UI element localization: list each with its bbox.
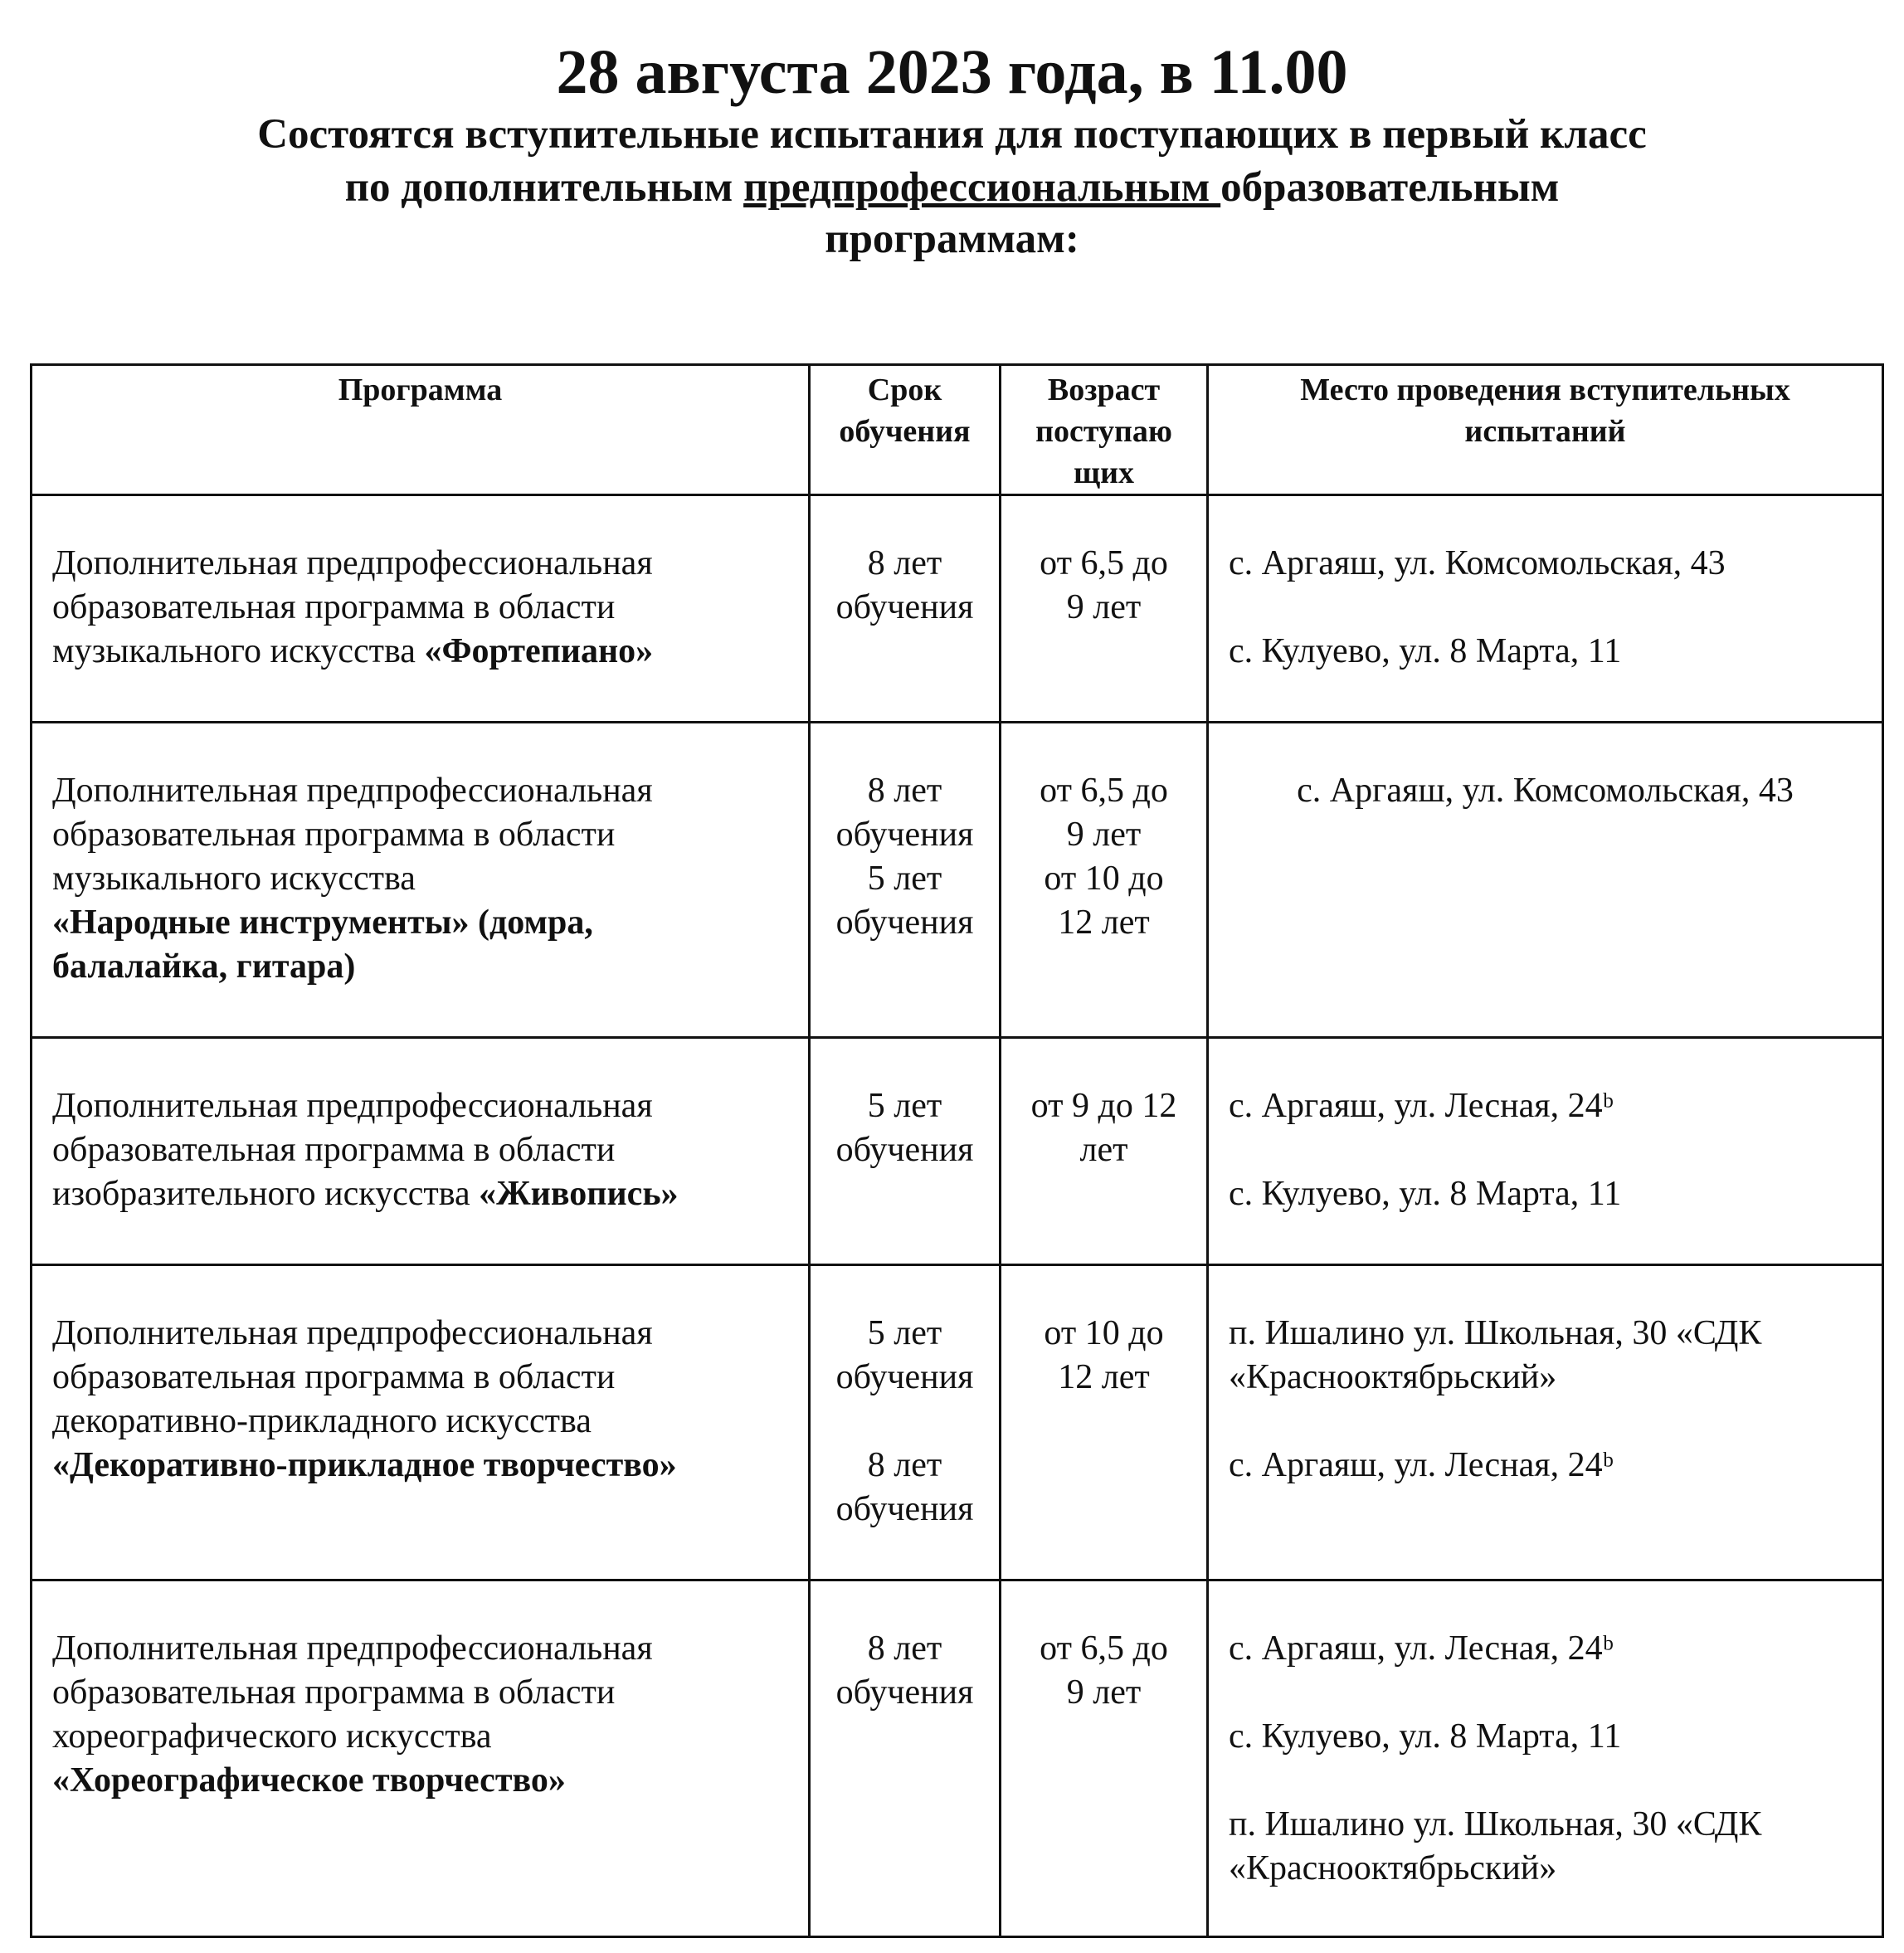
age-text: 9 лет xyxy=(1066,588,1142,626)
program-text: музыкального искусства xyxy=(52,632,425,670)
program-text: музыкального искусства xyxy=(52,860,416,898)
program-name: «Хореографическое творчество» xyxy=(52,1761,566,1800)
term-text: 8 лет xyxy=(867,1446,942,1484)
program-text: образовательная программа в области xyxy=(52,816,616,854)
program-name: балалайка, гитара) xyxy=(52,947,356,986)
age-text: 12 лет xyxy=(1058,903,1150,942)
place-text: с. Аргаяш, ул. Лесная, 24ᵇ xyxy=(1229,1629,1614,1668)
program-text: Дополнительная предпрофессиональная xyxy=(52,1629,653,1668)
header-term-text: обучения xyxy=(839,414,971,449)
subtitle-line-1: Состоятся вступительные испытания для поступающих в первый класс xyxy=(257,111,1647,158)
age-text: от 9 до 12 xyxy=(1030,1087,1177,1125)
program-name: «Живопись» xyxy=(479,1175,679,1213)
place-text: с. Кулуево, ул. 8 Марта, 11 xyxy=(1229,632,1622,670)
header-age-text: Возраст xyxy=(1047,373,1161,407)
term-cell xyxy=(810,1265,1001,1580)
term-text: 5 лет xyxy=(867,1087,942,1125)
program-text: Дополнительная предпрофессиональная xyxy=(52,772,653,810)
place-text: «Краснооктябрьский» xyxy=(1229,1849,1557,1887)
program-text: образовательная программа в области xyxy=(52,588,616,626)
place-text: с. Аргаяш, ул. Комсомольская, 43 xyxy=(1229,544,1726,582)
place-text: с. Кулуево, ул. 8 Марта, 11 xyxy=(1229,1175,1622,1213)
program-name: «Декоративно-прикладное творчество» xyxy=(52,1446,677,1484)
table-row xyxy=(32,723,1883,1038)
header-program-text: Программа xyxy=(338,373,503,407)
term-text: обучения xyxy=(835,1673,974,1712)
subtitle-line-3: программам: xyxy=(825,216,1079,262)
table-row xyxy=(32,1038,1883,1265)
term-cell xyxy=(810,495,1001,723)
term-text: 8 лет xyxy=(867,772,942,810)
term-text: 8 лет xyxy=(867,1629,942,1668)
header-place-text: испытаний xyxy=(1464,414,1626,449)
term-text: обучения xyxy=(835,588,974,626)
place-cell xyxy=(1208,1580,1883,1937)
place-text: с. Кулуево, ул. 8 Марта, 11 xyxy=(1229,1717,1622,1756)
table-header-row xyxy=(32,365,1883,495)
term-text: обучения xyxy=(835,1131,974,1169)
table-row xyxy=(32,495,1883,723)
program-cell xyxy=(32,495,810,723)
place-cell xyxy=(1208,495,1883,723)
age-text: 9 лет xyxy=(1066,1673,1142,1712)
age-text: от 6,5 до xyxy=(1040,772,1168,810)
term-cell xyxy=(810,723,1001,1038)
age-text: 12 лет xyxy=(1058,1358,1150,1396)
program-text: образовательная программа в области xyxy=(52,1673,616,1712)
program-name: «Народные инструменты» (домра, xyxy=(52,903,593,942)
subtitle-text: образовательным xyxy=(1220,164,1560,211)
age-text: от 6,5 до xyxy=(1040,544,1168,582)
place-text: п. Ишалино ул. Школьная, 30 «СДК xyxy=(1229,1314,1762,1352)
header-place-text: Место проведения вступительных xyxy=(1300,373,1790,407)
place-cell xyxy=(1208,723,1883,1038)
place-text: «Краснооктябрьский» xyxy=(1229,1358,1557,1396)
age-cell xyxy=(1001,1265,1208,1580)
program-text: образовательная программа в области xyxy=(52,1358,616,1396)
program-text: Дополнительная предпрофессиональная xyxy=(52,544,653,582)
program-cell xyxy=(32,1580,810,1937)
age-text: лет xyxy=(1079,1131,1128,1169)
age-text: 9 лет xyxy=(1066,816,1142,854)
program-text: Дополнительная предпрофессиональная xyxy=(52,1314,653,1352)
program-text: декоративно-прикладного искусства xyxy=(52,1402,592,1440)
term-text: 5 лет xyxy=(867,860,942,898)
place-cell xyxy=(1208,1038,1883,1265)
program-name: «Фортепиано» xyxy=(424,632,654,670)
header-age-text: щих xyxy=(1074,455,1134,490)
header-age-text: поступаю xyxy=(1035,414,1172,449)
subtitle-text: по дополнительным xyxy=(344,164,744,211)
program-cell xyxy=(32,723,810,1038)
age-text: от 6,5 до xyxy=(1040,1629,1168,1668)
age-text: от 10 до xyxy=(1044,1314,1164,1352)
place-text: с. Аргаяш, ул. Лесная, 24ᵇ xyxy=(1229,1446,1614,1484)
term-text: обучения xyxy=(835,903,974,942)
subtitle-underlined-word: предпрофессиональным xyxy=(743,164,1221,211)
age-cell xyxy=(1001,1580,1208,1937)
term-cell xyxy=(810,1038,1001,1265)
program-text: Дополнительная предпрофессиональная xyxy=(52,1087,653,1125)
age-cell xyxy=(1001,723,1208,1038)
header-term xyxy=(810,365,1001,495)
table-row xyxy=(32,1580,1883,1937)
program-text: хореографического искусства xyxy=(52,1717,492,1756)
age-cell xyxy=(1001,1038,1208,1265)
term-text: 8 лет xyxy=(867,544,942,582)
term-text: обучения xyxy=(835,816,974,854)
term-text: 5 лет xyxy=(867,1314,942,1352)
subtitle-line-2 xyxy=(0,163,1904,212)
program-text: изобразительного искусства xyxy=(52,1175,480,1213)
place-text: с. Аргаяш, ул. Лесная, 24ᵇ xyxy=(1229,1087,1614,1125)
header-term-text: Срок xyxy=(867,373,942,407)
place-cell xyxy=(1208,1265,1883,1580)
admission-table xyxy=(30,363,1884,1938)
header-place xyxy=(1208,365,1883,495)
term-text: обучения xyxy=(835,1358,974,1396)
age-cell xyxy=(1001,495,1208,723)
header-age xyxy=(1001,365,1208,495)
table-row xyxy=(32,1265,1883,1580)
place-text: с. Аргаяш, ул. Комсомольская, 43 xyxy=(1297,772,1794,810)
age-text: от 10 до xyxy=(1044,860,1164,898)
term-cell xyxy=(810,1580,1001,1937)
place-text: п. Ишалино ул. Школьная, 30 «СДК xyxy=(1229,1805,1762,1843)
program-cell xyxy=(32,1038,810,1265)
header-program xyxy=(32,365,810,495)
program-cell xyxy=(32,1265,810,1580)
term-text: обучения xyxy=(835,1490,974,1528)
page-title: 28 августа 2023 года, в 11.00 xyxy=(556,37,1348,107)
program-text: образовательная программа в области xyxy=(52,1131,616,1169)
